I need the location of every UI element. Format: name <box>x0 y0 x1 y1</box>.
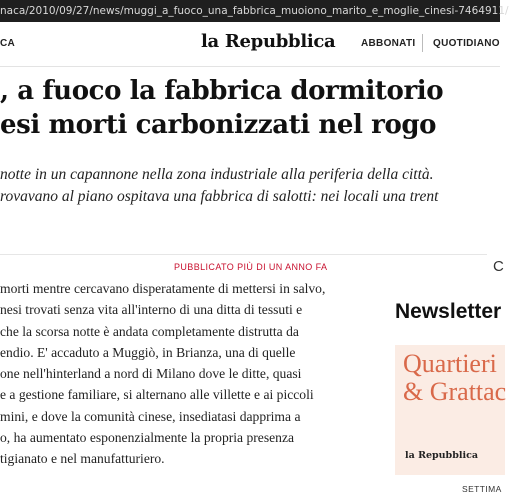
body-line: endio. E' accaduto a Muggiò, in Brianza, una di quelle <box>0 344 296 360</box>
body-line: o, ha aumentato esponenzialmente la propria presenza <box>0 430 295 446</box>
body-line: e a gestione familiare, si alternano alle villette e ai piccoli <box>0 387 314 403</box>
body-line: mini, e dove la comunità cinese, insediatasi dapprima a <box>0 408 301 424</box>
browser-url-bar[interactable] <box>0 0 509 22</box>
newsletter-heading: Newsletter <box>395 300 502 323</box>
nav-left-label[interactable]: CA <box>0 38 16 49</box>
body-line: che la scorsa notte è andata completamente distrutta da <box>0 323 299 339</box>
article-summary <box>0 164 500 208</box>
headline-line-1: , a fuoco la fabbrica dormitorio <box>0 76 444 106</box>
headline-line-2: esi morti carbonizzati nel rogo <box>0 110 437 140</box>
url-text: naca/2010/09/27/news/muggi_a_fuoco_una_fabbrica_muoiono_marito_e_moglie_cinesi-7464911/ <box>0 5 509 17</box>
newsletter-promo-card[interactable] <box>395 345 505 475</box>
published-label: PUBBLICATO PIÙ DI UN ANNO FA <box>174 262 328 272</box>
promo-logo: la Repubblica <box>405 450 479 461</box>
quotidiano-label: QUOTIDIANO <box>433 38 500 49</box>
promo-title-line-2: & Grattac <box>403 377 507 406</box>
body-line: tigianato e nel manufatturiero. <box>0 451 165 467</box>
summary-line-2: rovavano al piano ospitava una fabbrica di salotti: nei locali una trent <box>0 188 439 205</box>
body-line: nesi trovati senza vita all'interno di una ditta di tessuti e <box>0 302 303 318</box>
article-body <box>0 278 378 470</box>
promo-frequency: SETTIMA <box>462 484 502 494</box>
article-headline <box>0 74 500 142</box>
summary-line-1: notte in un capannone nella zona industriale alla periferia della città. <box>0 166 434 183</box>
quotidiano-link[interactable] <box>433 38 500 49</box>
body-line: morti mentre cercavano disperatamente di mettersi in salvo, <box>0 281 326 296</box>
abbonati-link[interactable]: ABBONATI <box>361 38 416 49</box>
site-header <box>0 22 500 67</box>
body-line: one nell'hinterland a nord di Milano dove le ditte, quasi <box>0 366 302 382</box>
site-logo[interactable]: la Repubblica <box>201 31 336 52</box>
promo-title-line-1: Quartieri <box>403 349 497 378</box>
meta-right-glyph[interactable]: C <box>493 258 504 275</box>
nav-divider <box>422 34 423 52</box>
meta-divider <box>0 254 487 255</box>
